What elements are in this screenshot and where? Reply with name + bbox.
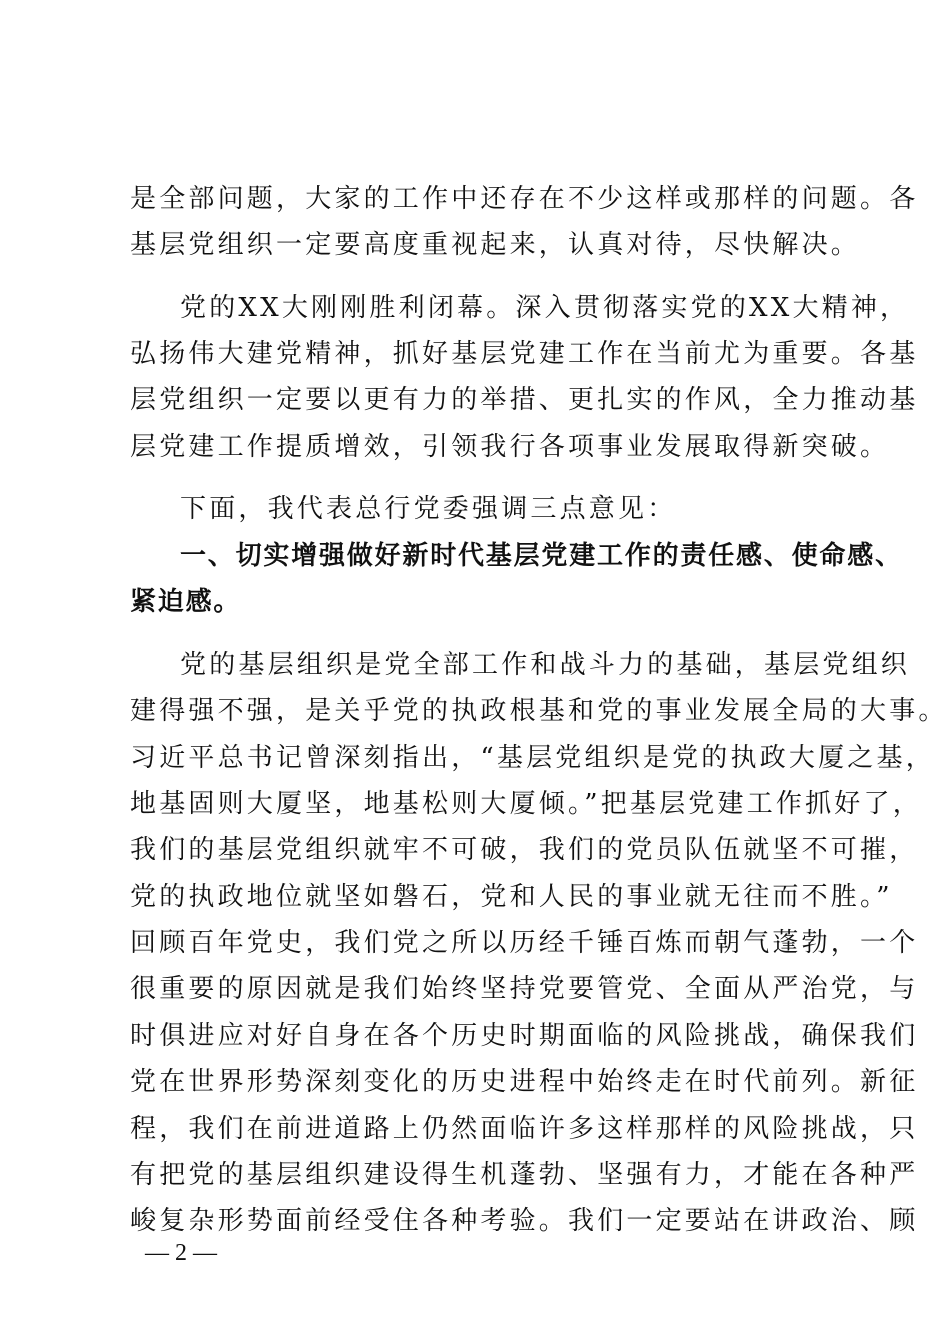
body-line: 习近平总书记曾深刻指出，“基层党组织是党的执政大厦之基， [130, 743, 935, 773]
body-line: 弘扬伟大建党精神，抓好基层党建工作在当前尤为重要。各基 [130, 339, 919, 369]
section-heading: 一、切实增强做好新时代基层党建工作的责任感、使命感、 [180, 541, 903, 571]
body-line: 很重要的原因就是我们始终坚持党要管党、全面从严治党，与 [130, 974, 919, 1004]
body-line: 下面，我代表总行党委强调三点意见： [180, 494, 677, 524]
body-line: 回顾百年党史，我们党之所以历经千锤百炼而朝气蓬勃，一个 [130, 928, 919, 958]
body-line: 有把党的基层组织建设得生机蓬勃、坚强有力，才能在各种严 [130, 1160, 919, 1190]
body-line: 我们的基层党组织就牢不可破，我们的党员队伍就坚不可摧， [130, 835, 919, 865]
body-line: 建得强不强，是关乎党的执政根基和党的事业发展全局的大事。 [130, 696, 948, 726]
body-line: 党在世界形势深刻变化的历史进程中始终走在时代前列。新征 [130, 1067, 919, 1097]
body-line: 党的XX大刚刚胜利闭幕。深入贯彻落实党的XX大精神， [180, 293, 910, 323]
page-number: — 2 — [145, 1240, 217, 1266]
body-line: 党的执政地位就坚如磐石，党和人民的事业就无往而不胜。” [130, 882, 893, 912]
body-line: 程，我们在前进道路上仍然面临许多这样那样的风险挑战，只 [130, 1114, 919, 1144]
section-heading: 紧迫感。 [130, 587, 242, 617]
body-line: 峻复杂形势面前经受住各种考验。我们一定要站在讲政治、顾 [130, 1206, 919, 1236]
body-line: 时俱进应对好自身在各个历史时期面临的风险挑战，确保我们 [130, 1021, 919, 1051]
body-line: 基层党组织一定要高度重视起来，认真对待，尽快解决。 [130, 230, 861, 260]
body-line: 是全部问题，大家的工作中还存在不少这样或那样的问题。各 [130, 184, 919, 214]
body-line: 地基固则大厦坚，地基松则大厦倾。”把基层党建工作抓好了， [130, 789, 922, 819]
body-line: 党的基层组织是党全部工作和战斗力的基础，基层党组织 [180, 650, 911, 680]
body-line: 层党建工作提质增效，引领我行各项事业发展取得新突破。 [130, 432, 890, 462]
body-line: 层党组织一定要以更有力的举措、更扎实的作风，全力推动基 [130, 385, 919, 415]
